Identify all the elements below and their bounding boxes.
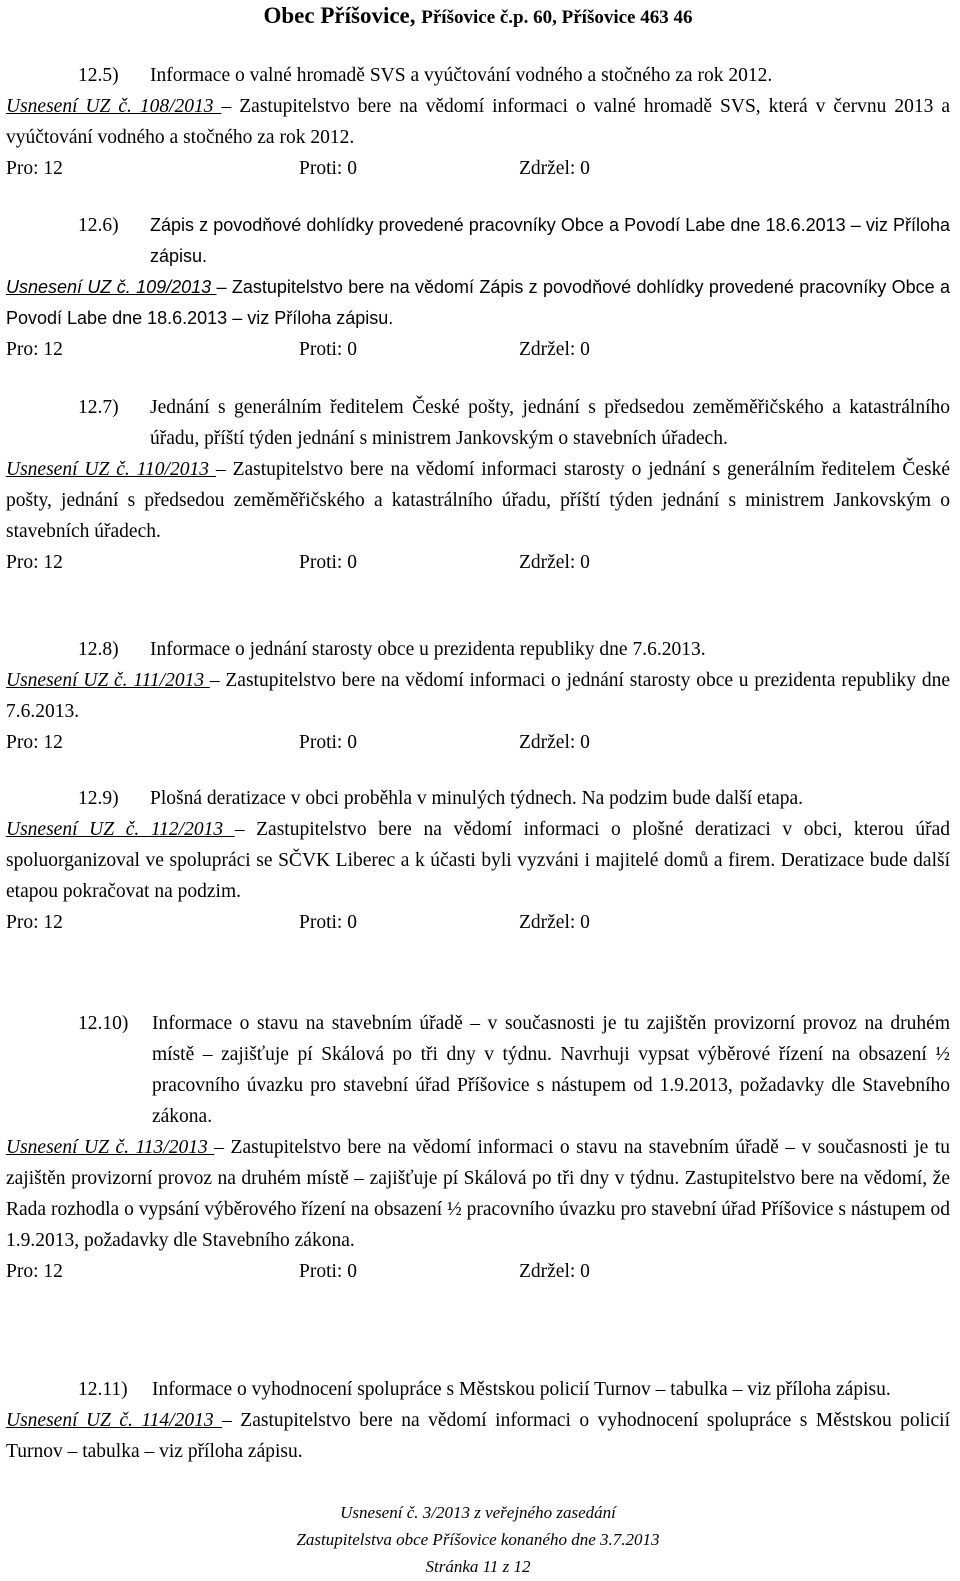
resolution-number: Usnesení UZ č. 111/2013 bbox=[6, 670, 210, 691]
vote-zdrzel: Zdržel: 0 bbox=[519, 912, 590, 933]
agenda-item bbox=[6, 210, 950, 272]
vote-proti: Proti: 0 bbox=[299, 339, 357, 360]
municipality-name: Obec Příšovice, bbox=[263, 3, 416, 28]
agenda-section bbox=[6, 1008, 950, 1287]
agenda-item-number: 12.6) bbox=[78, 215, 119, 236]
resolution-number: Usnesení UZ č. 112/2013 bbox=[6, 819, 235, 840]
agenda-item bbox=[6, 1008, 950, 1132]
footer-line-meeting: Zastupitelstva obce Příšovice konaného dne 3.7.2013 bbox=[296, 1530, 660, 1549]
vote-result bbox=[6, 334, 950, 365]
resolution-text: – Zastupitelstvo bere na vědomí Zápis z povodňové dohlídky provedené pracovníky Obce a Povodí Labe dne 18.6.2013 – viz Příloha zápisu. bbox=[6, 277, 950, 328]
vote-pro: Pro: 12 bbox=[6, 1261, 63, 1282]
resolution bbox=[6, 91, 950, 153]
vote-proti: Proti: 0 bbox=[299, 732, 357, 753]
vote-proti: Proti: 0 bbox=[299, 1261, 357, 1282]
agenda-item-number: 12.5) bbox=[78, 65, 119, 86]
vote-result bbox=[6, 1256, 950, 1287]
agenda-item bbox=[6, 1374, 950, 1405]
agenda-item-number: 12.7) bbox=[78, 397, 119, 418]
vote-pro: Pro: 12 bbox=[6, 912, 63, 933]
agenda-item-text: Informace o valné hromadě SVS a vyúčtování vodného a stočného za rok 2012. bbox=[150, 65, 773, 86]
vote-zdrzel: Zdržel: 0 bbox=[519, 732, 590, 753]
resolution-text: – Zastupitelstvo bere na vědomí informaci o stavu na stavebním úřadě – v současnosti je tu zajištěn provizorní provoz na druhém místě – zajišťuje pí Skálová po tři dny v týdnu. Zastupitelstvo bere na vědomí, že Rada rozhodla o vypsání výběrového řízení na obsazení ½ pracovního úvazku pro stavební úřad Příšovice s nástupem od 1.9.2013, požadavky dle Stavebního zákona. bbox=[6, 1137, 950, 1251]
resolution-number: Usnesení UZ č. 109/2013 bbox=[6, 277, 217, 297]
agenda-item-text: Informace o jednání starosty obce u prezidenta republiky dne 7.6.2013. bbox=[150, 639, 706, 660]
agenda-item-number: 12.9) bbox=[78, 788, 119, 809]
agenda-item-text: Plošná deratizace v obci proběhla v minulých týdnech. Na podzim bude další etapa. bbox=[150, 788, 804, 809]
municipality-address: Příšovice č.p. 60, Příšovice 463 46 bbox=[421, 7, 693, 28]
agenda-item bbox=[6, 783, 950, 814]
vote-proti: Proti: 0 bbox=[299, 158, 357, 179]
vote-result bbox=[6, 153, 950, 184]
vote-zdrzel: Zdržel: 0 bbox=[519, 339, 590, 360]
document-header bbox=[6, 1, 950, 33]
resolution bbox=[6, 1405, 950, 1467]
agenda-item-number: 12.10) bbox=[78, 1013, 129, 1034]
vote-pro: Pro: 12 bbox=[6, 339, 63, 360]
resolution-text: – Zastupitelstvo bere na vědomí informaci o valné hromadě SVS, která v červnu 2013 a vyúčtování vodného a stočného za rok 2012. bbox=[6, 96, 950, 148]
resolution-number: Usnesení UZ č. 110/2013 bbox=[6, 459, 216, 480]
vote-pro: Pro: 12 bbox=[6, 732, 63, 753]
resolution-text: – Zastupitelstvo bere na vědomí informaci o jednání starosty obce u prezidenta republiky dne 7.6.2013. bbox=[6, 670, 950, 722]
agenda-item-text: Informace o vyhodnocení spolupráce s Městskou policií Turnov – tabulka – viz příloha zápisu. bbox=[152, 1379, 891, 1400]
agenda-item-text: Zápis z povodňové dohlídky provedené pracovníky Obce a Povodí Labe dne 18.6.2013 – viz Příloha zápisu. bbox=[150, 215, 950, 266]
resolution-text: – Zastupitelstvo bere na vědomí informaci o plošné deratizaci v obci, kterou úřad spoluorganizoval ve spolupráci se SČVK Liberec a k účasti byli vyzváni i majitelé domů a firem. Deratizace bude další etapou pokračovat na podzim. bbox=[6, 819, 950, 902]
resolution-text: – Zastupitelstvo bere na vědomí informaci starosty o jednání s generálním ředitelem České pošty, jednání s předsedou zeměměřičského a katastrálního úřadu, příští týden jednání s ministrem Jankovským o stavebních úřadech. bbox=[6, 459, 950, 542]
footer-line-resolution: Usnesení č. 3/2013 z veřejného zasedání bbox=[340, 1503, 616, 1522]
agenda-section bbox=[6, 783, 950, 938]
resolution bbox=[6, 665, 950, 727]
page-footer bbox=[6, 1499, 950, 1580]
vote-proti: Proti: 0 bbox=[299, 912, 357, 933]
agenda-section bbox=[6, 60, 950, 184]
resolution bbox=[6, 1132, 950, 1256]
vote-zdrzel: Zdržel: 0 bbox=[519, 552, 590, 573]
agenda-item bbox=[6, 634, 950, 665]
agenda-item-text: Jednání s generálním ředitelem České pošty, jednání s předsedou zeměměřičského a katastrálního úřadu, příští týden jednání s ministrem Jankovským o stavebních úřadech. bbox=[150, 397, 950, 449]
resolution-number: Usnesení UZ č. 113/2013 bbox=[6, 1137, 215, 1158]
vote-proti: Proti: 0 bbox=[299, 552, 357, 573]
resolution bbox=[6, 272, 950, 334]
agenda-section bbox=[6, 1374, 950, 1467]
vote-result bbox=[6, 547, 950, 578]
agenda-item-number: 12.11) bbox=[78, 1379, 128, 1400]
agenda-section bbox=[6, 210, 950, 365]
agenda-item-text: Informace o stavu na stavebním úřadě – v současnosti je tu zajištěn provizorní provoz na druhém místě – zajišťuje pí Skálová po tři dny v týdnu. Navrhuji vypsat výběrové řízení na obsazení ½ pracovního úvazku pro stavební úřad Příšovice s nástupem od 1.9.2013, požadavky dle Stavebního zákona. bbox=[152, 1013, 950, 1127]
resolution-text: – Zastupitelstvo bere na vědomí informaci o vyhodnocení spolupráce s Městskou policií Turnov – tabulka – viz příloha zápisu. bbox=[6, 1410, 950, 1462]
resolution-number: Usnesení UZ č. 108/2013 bbox=[6, 96, 222, 117]
agenda-item bbox=[6, 392, 950, 454]
agenda-section bbox=[6, 392, 950, 578]
vote-pro: Pro: 12 bbox=[6, 158, 63, 179]
resolution bbox=[6, 814, 950, 907]
agenda-item-number: 12.8) bbox=[78, 639, 119, 660]
vote-zdrzel: Zdržel: 0 bbox=[519, 158, 590, 179]
resolution bbox=[6, 454, 950, 547]
vote-result bbox=[6, 907, 950, 938]
page-number: Stránka 11 z 12 bbox=[425, 1557, 531, 1576]
vote-pro: Pro: 12 bbox=[6, 552, 63, 573]
vote-result bbox=[6, 727, 950, 758]
agenda-item bbox=[6, 60, 950, 91]
resolution-number: Usnesení UZ č. 114/2013 bbox=[6, 1410, 223, 1431]
vote-zdrzel: Zdržel: 0 bbox=[519, 1261, 590, 1282]
agenda-section bbox=[6, 634, 950, 758]
